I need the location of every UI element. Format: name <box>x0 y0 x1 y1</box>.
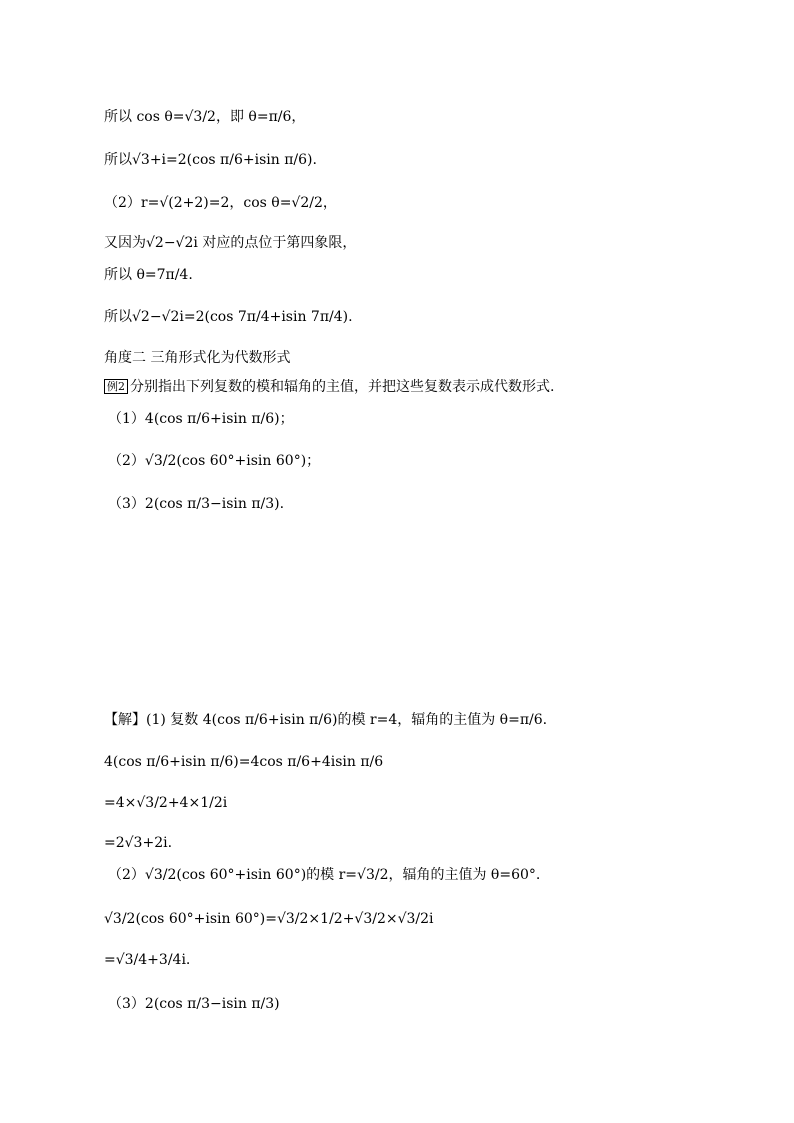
example-badge: 例2 <box>104 379 128 394</box>
solution-line: （3）2(cos π/3−isin π/3) <box>108 996 280 1012</box>
solution-line: =√3/4+3/4i. <box>104 952 191 968</box>
text-line: 所以 θ=7π/4. <box>104 267 193 283</box>
text-line: 所以√3+i=2(cos π/6+isin π/6). <box>104 152 317 168</box>
text-line: 所以√2−√2i=2(cos 7π/4+isin 7π/4). <box>104 309 353 325</box>
solution-line: （2）√3/2(cos 60°+isin 60°)的模 r=√3/2，辐角的主值为 θ=60°. <box>108 867 541 883</box>
text-line: 又因为√2−√2i 对应的点位于第四象限， <box>104 235 357 251</box>
solution-line: =2√3+2i. <box>104 835 173 851</box>
text-line: 所以 cos θ=√3/2，即 θ=π/6， <box>104 109 306 125</box>
question-2: （2）√3/2(cos 60°+isin 60°)； <box>108 453 321 469</box>
solution-line: =4×√3/2+4×1/2i <box>104 795 228 811</box>
example-text: 分别指出下列复数的模和辐角的主值，并把这些复数表示成代数形式. <box>130 379 555 395</box>
solution-line: 【解】(1) 复数 4(cos π/6+isin π/6)的模 r=4，辐角的主值为 θ=π/6. <box>104 712 548 728</box>
solution-line: 4(cos π/6+isin π/6)=4cos π/6+4isin π/6 <box>104 754 384 770</box>
solution-line: √3/2(cos 60°+isin 60°)=√3/2×1/2+√3/2×√3/2i <box>104 911 434 927</box>
text-line: （2）r=√(2+2)=2，cos θ=√2/2， <box>104 195 337 211</box>
section-heading: 角度二 三角形式化为代数形式 <box>104 350 291 366</box>
example-line <box>104 378 554 396</box>
question-1: （1）4(cos π/6+isin π/6)； <box>108 411 294 427</box>
question-3: （3）2(cos π/3−isin π/3). <box>108 496 285 512</box>
